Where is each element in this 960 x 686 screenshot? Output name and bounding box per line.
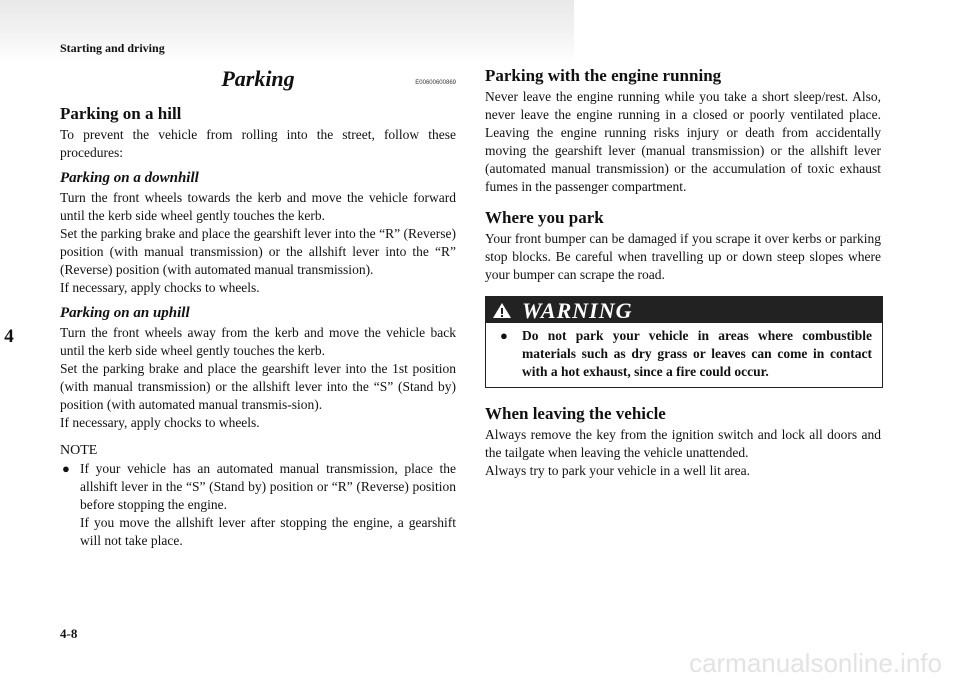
bullet-icon: ●	[62, 461, 70, 476]
uphill-p3: If necessary, apply chocks to wheels.	[60, 415, 260, 430]
heading-where-you-park: Where you park	[485, 208, 604, 227]
downhill-p2: Set the parking brake and place the gearshift lever into the “R” (Reverse) position (with manual transmission) or the allshift lever into the “R” (Reverse) position (with automated manual transmission).	[60, 226, 456, 277]
hill-intro: To prevent the vehicle from rolling into the street, follow these procedures:	[60, 127, 456, 160]
note-item	[60, 460, 456, 550]
running-header: Starting and driving	[60, 41, 165, 55]
downhill-p3: If necessary, apply chocks to wheels.	[60, 280, 260, 295]
downhill-p1: Turn the front wheels towards the kerb and move the vehicle forward until the kerb side wheel gently touches the kerb.	[60, 190, 456, 223]
heading-engine-running: Parking with the engine running	[485, 66, 722, 85]
bullet-icon: ●	[500, 328, 508, 343]
heading-downhill: Parking on a downhill	[60, 170, 199, 186]
page-number: 4-8	[60, 626, 78, 641]
section-title-text: Parking	[221, 66, 295, 91]
note-p2: If you move the allshift lever after stopping the engine, a gearshift will not take place.	[80, 515, 456, 548]
right-column	[485, 66, 881, 480]
watermark: carmanualsonline.info	[689, 648, 942, 678]
note-p1: If your vehicle has an automated manual transmission, place the allshift lever in the “S” (Stand by) position or “R” (Reverse) position before stopping the engine.	[80, 461, 456, 512]
section-code: E00600600869	[415, 80, 456, 86]
heading-leaving-vehicle: When leaving the vehicle	[485, 404, 666, 423]
leaving-p2: Always try to park your vehicle in a well lit area.	[485, 463, 751, 478]
leaving-p1: Always remove the key from the ignition switch and lock all doors and the tailgate when leaving the vehicle unattended.	[485, 427, 881, 460]
warning-triangle-icon	[492, 302, 512, 324]
warning-label: WARNING	[522, 298, 633, 323]
warning-header	[486, 297, 882, 323]
heading-uphill: Parking on an uphill	[60, 305, 190, 321]
warning-text: Do not park your vehicle in areas where combustible materials such as dry grass or leaves can come in contact with a hot exhaust, since a fire could occur.	[522, 328, 872, 379]
uphill-p2: Set the parking brake and place the gearshift lever into the 1st position (with manual transmission) or the allshift lever into the “S” (Stand by) position (with automated manual transmis-sion).	[60, 361, 456, 412]
chapter-number: 4	[4, 326, 14, 347]
engine-running-body: Never leave the engine running while you take a short sleep/rest. Also, never leave the engine running in a closed or poorly ventilated place. Leaving the engine running risks injury or death from accidentally moving the gearshift lever (manual transmission) or the allshift lever (automated manual transmission) or the accumulation of toxic exhaust fumes in the passenger compartment.	[485, 89, 881, 194]
warning-body	[486, 323, 882, 387]
warning-box	[485, 296, 883, 388]
where-park-body: Your front bumper can be damaged if you scrape it over kerbs or parking stop blocks. Be careful when travelling up or down steep slopes where your bumper can scrape the road.	[485, 231, 881, 282]
note-label: NOTE	[60, 443, 98, 458]
uphill-p1: Turn the front wheels away from the kerb and move the vehicle back until the kerb side wheel gently touches the kerb.	[60, 325, 456, 358]
left-column	[60, 66, 456, 550]
heading-parking-on-hill: Parking on a hill	[60, 104, 182, 123]
section-title	[60, 66, 456, 92]
